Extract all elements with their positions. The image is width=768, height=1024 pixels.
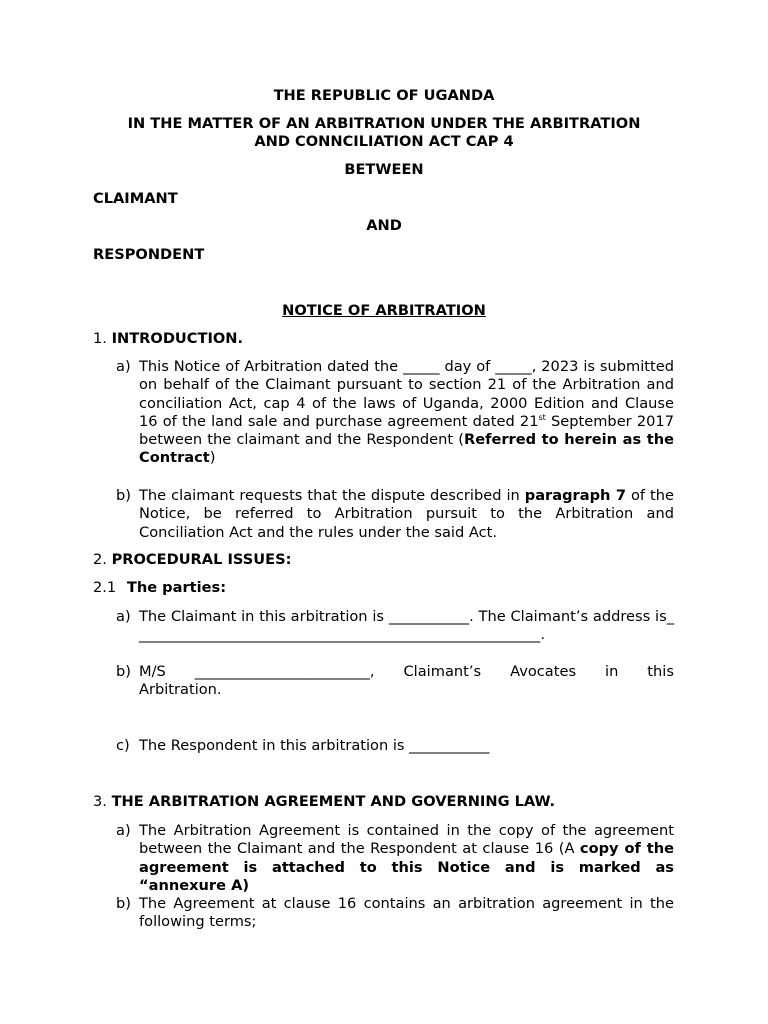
- section-3-title: THE ARBITRATION AGREEMENT AND GOVERNING LAW.: [111, 793, 556, 810]
- item-2a-marker: a): [116, 608, 131, 625]
- subsection-2-1-number: 2.1: [93, 579, 117, 596]
- item-1a-superscript: st: [538, 412, 546, 422]
- item-3a-paragraph: [139, 822, 674, 895]
- document-title: NOTICE OF ARBITRATION: [282, 302, 486, 319]
- item-2b-word: Avocates: [510, 663, 577, 680]
- between-heading: BETWEEN: [344, 161, 424, 178]
- item-3b-marker: b): [116, 895, 131, 912]
- section-3-number: 3.: [93, 793, 107, 810]
- subsection-2-1-title: The parties:: [126, 579, 227, 596]
- claimant-label: CLAIMANT: [93, 190, 178, 207]
- item-3a-annexure-note: copy of the agreement is attached to this Notice and is marked as “annexure A): [139, 840, 674, 894]
- item-1a-text-2: September 2017 between the claimant and the Respondent (: [139, 412, 674, 449]
- item-2b-word: Claimant’s: [403, 663, 482, 680]
- item-2a-paragraph: The Claimant in this arbitration is ___________. The Claimant’s address is________________________________________________________.: [139, 608, 674, 644]
- item-1b-text-2: of the Notice, be referred to Arbitration pursuit to the Arbitration and Conciliation Act and the rules under the said Act.: [139, 487, 675, 541]
- item-2b-word: in: [605, 663, 619, 680]
- item-1b-marker: b): [116, 487, 131, 504]
- item-1b-paragraph: [139, 487, 674, 542]
- matter-heading-line1: IN THE MATTER OF AN ARBITRATION UNDER THE ARBITRATION: [127, 115, 641, 132]
- item-1a-text-1: This Notice of Arbitration dated the _____ day of _____, 2023 is submitted on behalf of the Claimant pursuant to section 21 of the Arbitration and conciliation Act, cap 4 of the laws of Uganda, 2000 Edition and Clause 16 of the land sale and purchase agreement dated 21: [139, 358, 674, 430]
- section-1-title: INTRODUCTION.: [111, 330, 244, 347]
- item-2b-word: M/S: [139, 663, 166, 680]
- respondent-label: RESPONDENT: [93, 246, 205, 263]
- item-2b-blank: ________________________,: [194, 663, 375, 680]
- section-2-title: PROCEDURAL ISSUES:: [111, 551, 292, 568]
- subsection-2-1-heading: [93, 579, 226, 597]
- item-2b-line-2: Arbitration.: [139, 681, 222, 698]
- section-1-number: 1.: [93, 330, 107, 347]
- item-1a-text-3: ): [209, 449, 216, 467]
- and-label: AND: [366, 217, 402, 234]
- item-2b-line-1: [139, 663, 674, 681]
- item-1a-marker: a): [116, 358, 131, 375]
- section-2-heading: [93, 551, 291, 569]
- item-3a-text: The Arbitration Agreement is contained in the copy of the agreement between the Claimant and the Respondent at clause 16 (A: [139, 822, 674, 858]
- item-2c-text: The Respondent in this arbitration is ___________: [139, 737, 490, 754]
- section-2-number: 2.: [93, 551, 107, 568]
- item-2b-marker: b): [116, 663, 131, 680]
- item-1a-contract-reference: Referred to herein as the Contract: [139, 431, 674, 467]
- section-3-heading: [93, 793, 555, 811]
- matter-heading-line2: AND CONNCILIATION ACT CAP 4: [254, 133, 514, 150]
- item-1b-paragraph-reference: paragraph 7: [524, 487, 627, 504]
- item-2c-marker: c): [116, 737, 130, 754]
- item-1a-paragraph: [139, 358, 674, 468]
- item-2b-word: this: [647, 663, 674, 680]
- section-1-heading: [93, 330, 243, 348]
- item-3b-paragraph: The Agreement at clause 16 contains an arbitration agreement in the following terms;: [139, 895, 674, 931]
- item-3a-marker: a): [116, 822, 131, 839]
- item-1b-text-1: The claimant requests that the dispute described in: [139, 487, 525, 504]
- republic-heading: THE REPUBLIC OF UGANDA: [273, 87, 495, 104]
